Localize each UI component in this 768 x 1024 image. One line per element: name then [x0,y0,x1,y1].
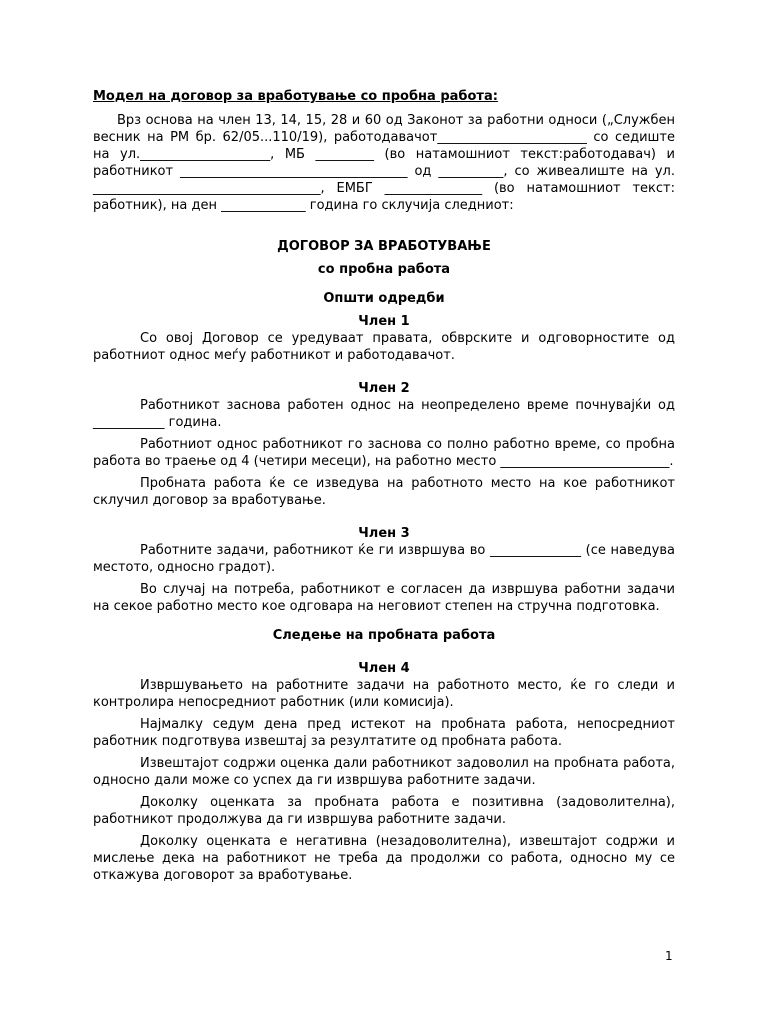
article-2-heading: Член 2 [358,381,410,396]
article-4-heading: Член 4 [358,661,410,676]
contract-subtitle: со пробна работа [317,262,451,277]
article-2-paragraph: Работниот однос работникот го заснова со полно работно време, со пробна работа во траење од 4 (четири месеци), на работно место __________________________. [93,437,675,469]
section-heading-probation: Следење на пробната работа [272,628,496,643]
page-number: 1 [665,949,673,963]
contract-title: ДОГОВОР ЗА ВРАБОТУВАЊЕ [277,239,491,254]
article-3-paragraph: Работните задачи, работникот ќе ги извршува во ______________ (се наведува местото, односно градот). [93,543,675,575]
document-title: Модел на договор за вработување со пробна работа: [93,89,498,104]
article-2-paragraph: Работникот заснова работен однос на неопределено време почнувајќи од ___________ година. [93,398,675,430]
document-page [93,88,675,884]
article-3-paragraph: Во случај на потреба, работникот е согласен да извршува работни задачи на секое работно место кое одговара на неговиот степен на стручна подготовка. [93,582,675,614]
intro-paragraph: Врз основа на член 13, 14, 15, 28 и 60 од Законот за работни односи („Службен весник на РМ бр. 62/05...110/19), работодавачот_______________________ со седиште на ул.____________________, МБ _________ (во натамошниот текст:работодавач) и работникот ___________________________________ од __________, со живеалиште на ул. ___________________________________, ЕМБГ _______________ (во натамошниот текст: работник), на ден _____________ година го склучија следниот: [93,113,675,213]
article-4-paragraph: Најмалку седум дена пред истекот на пробната работа, непосредниот работник подготвува извештај за резултатите од пробната работа. [93,717,675,749]
article-2-paragraph: Пробната работа ќе се изведува на работното место на кое работникот склучил договор за вработување. [93,476,675,508]
article-1-paragraph: Со овој Договор се уредуваат правата, обврските и одговорностите од работниот однос меѓу работникот и работодавачот. [93,331,675,363]
article-4-paragraph: Доколку оценката за пробната работа е позитивна (задоволителна), работникот продолжува да ги извршува работните задачи. [93,795,675,827]
article-4-paragraph: Извештајот содржи оценка дали работникот задоволил на пробната работа, односно дали може со успех да ги извршува работните задачи. [93,756,675,788]
article-4-paragraph: Извршувањето на работните задачи на работното место, ќе го следи и контролира непосредниот работник (или комисија). [93,678,675,710]
article-1-heading: Член 1 [358,314,410,329]
article-3-heading: Член 3 [358,526,410,541]
section-heading-general: Општи одредби [323,291,445,306]
article-4-paragraph: Доколку оценката е негативна (незадоволителна), извештајот содржи и мислење дека на работникот не треба да продолжи со работа, односно му се откажува договорот за вработување. [93,834,675,883]
